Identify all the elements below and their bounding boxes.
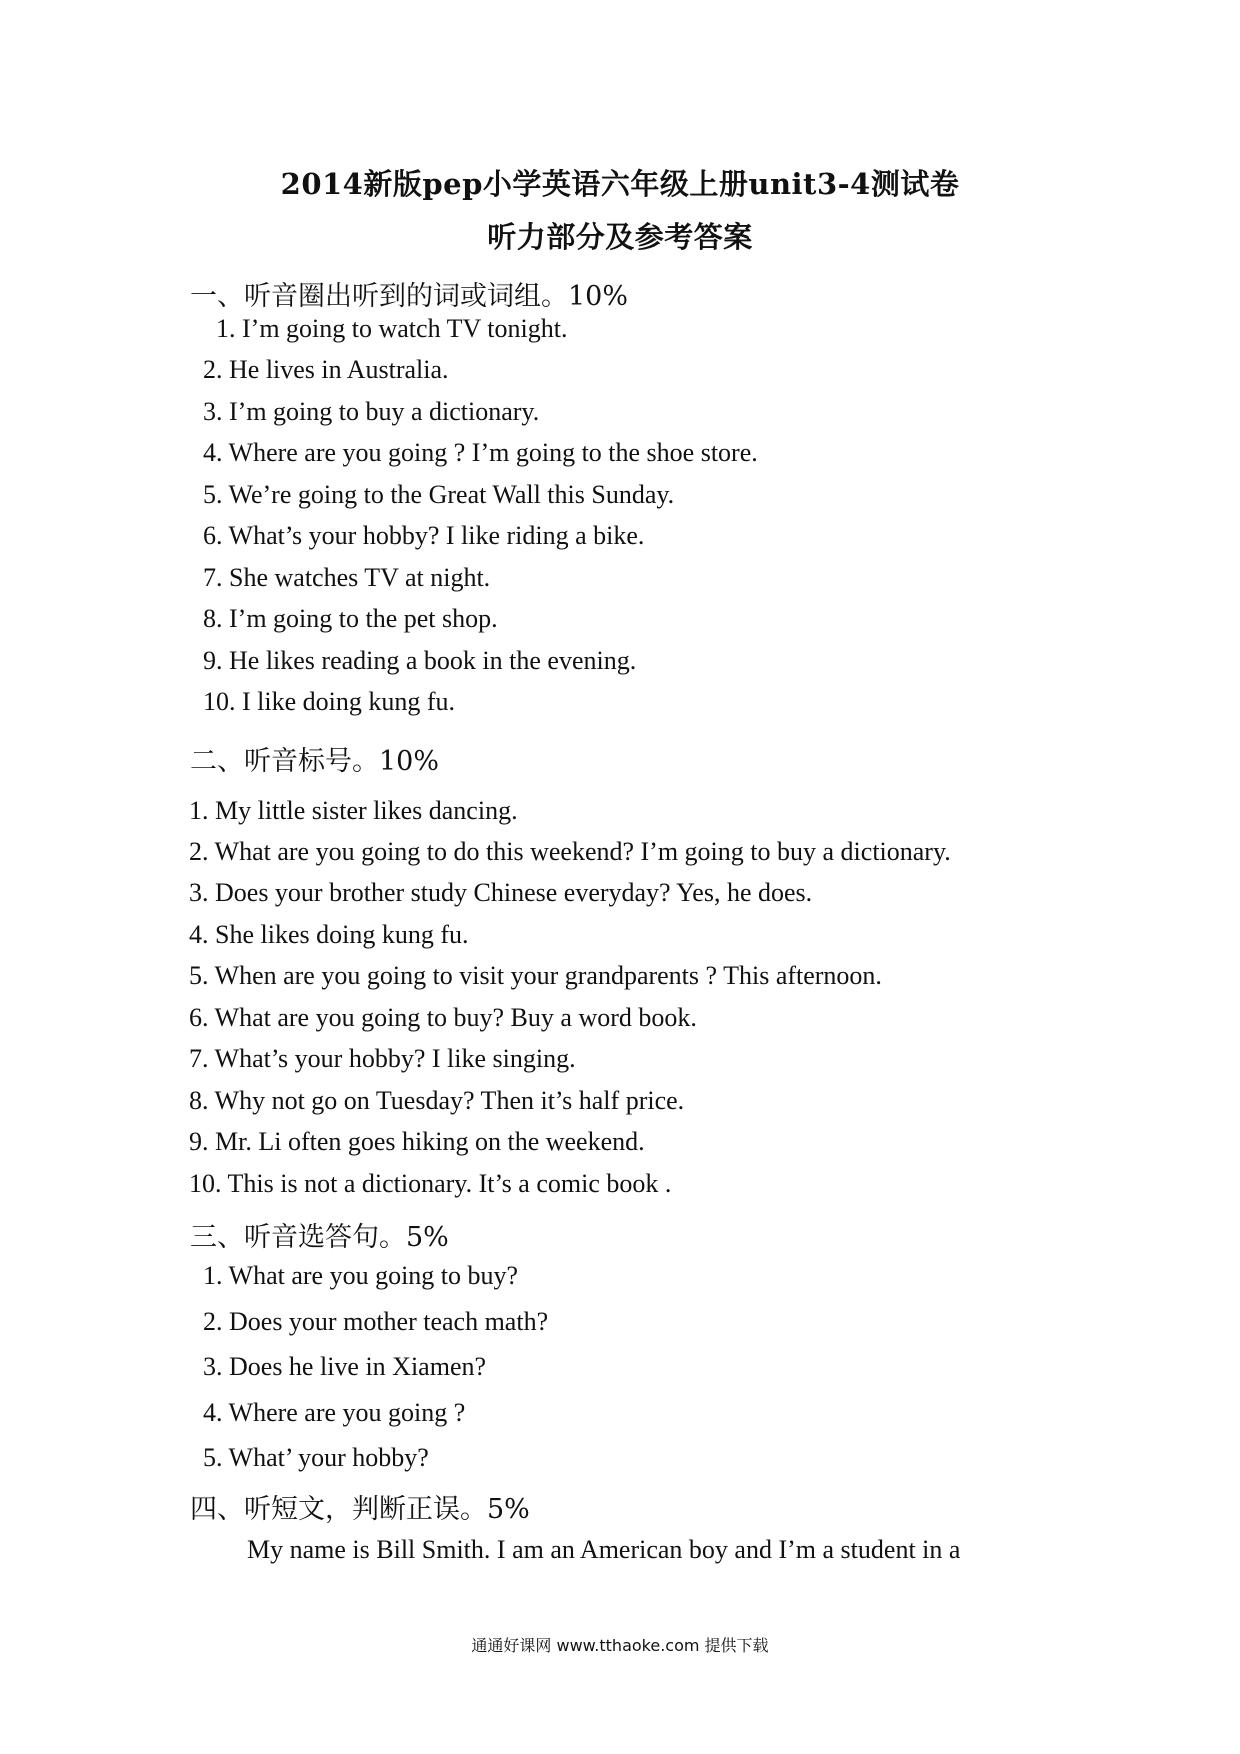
section-2-item: 8. Why not go on Tuesday? Then it’s half price. [189, 1086, 685, 1115]
section-1-item: 1. I’m going to watch TV tonight. [216, 314, 568, 343]
section-2-item: 5. When are you going to visit your grandparents ? This afternoon. [189, 961, 882, 990]
section-3-heading: 三、听音选答句。5% [190, 1222, 449, 1253]
section-3-item: 4. Where are you going ? [203, 1398, 466, 1427]
section-2-heading: 二、听音标号。10% [190, 746, 440, 777]
section-1-item: 7. She watches TV at night. [203, 563, 491, 592]
section-4-paragraph: My name is Bill Smith. I am an American boy and I’m a student in a [247, 1535, 961, 1564]
section-2-item: 10. This is not a dictionary. It’s a comic book . [189, 1169, 672, 1198]
section-1-item: 6. What’s your hobby? I like riding a bike. [203, 521, 645, 550]
document-title: 2014新版pep小学英语六年级上册unit3-4测试卷 [280, 167, 960, 201]
section-4-heading: 四、听短文，判断正误。5% [190, 1494, 530, 1525]
section-2-item: 6. What are you going to buy? Buy a word book. [189, 1003, 697, 1032]
section-1-item: 4. Where are you going ? I’m going to the shoe store. [203, 438, 758, 467]
section-3-item: 2. Does your mother teach math? [203, 1307, 549, 1336]
section-2-item: 3. Does your brother study Chinese everyday? Yes, he does. [189, 878, 813, 907]
section-2-item: 7. What’s your hobby? I like singing. [189, 1044, 576, 1073]
section-2-item: 2. What are you going to do this weekend? I’m going to buy a dictionary. [189, 837, 951, 866]
section-1-item: 9. He likes reading a book in the evening. [203, 646, 637, 675]
section-1-item: 3. I’m going to buy a dictionary. [203, 397, 540, 426]
section-2-item: 4. She likes doing kung fu. [189, 920, 469, 949]
section-1-item: 5. We’re going to the Great Wall this Sunday. [203, 480, 675, 509]
section-2-item: 1. My little sister likes dancing. [189, 796, 518, 825]
section-2-item: 9. Mr. Li often goes hiking on the weekend. [189, 1127, 645, 1156]
section-3-item: 1. What are you going to buy? [203, 1261, 519, 1290]
section-3-item: 3. Does he live in Xiamen? [203, 1352, 487, 1381]
page-footer: 通通好课网 www.tthaoke.com 提供下载 [471, 1636, 769, 1655]
section-1-item: 8. I’m going to the pet shop. [203, 604, 498, 633]
section-1-item: 10. I like doing kung fu. [203, 687, 456, 716]
section-1-item: 2. He lives in Australia. [203, 355, 449, 384]
section-1-heading: 一、听音圈出听到的词或词组。10% [190, 281, 629, 312]
document-subtitle: 听力部分及参考答案 [487, 220, 753, 254]
section-3-item: 5. What’ your hobby? [203, 1443, 429, 1472]
